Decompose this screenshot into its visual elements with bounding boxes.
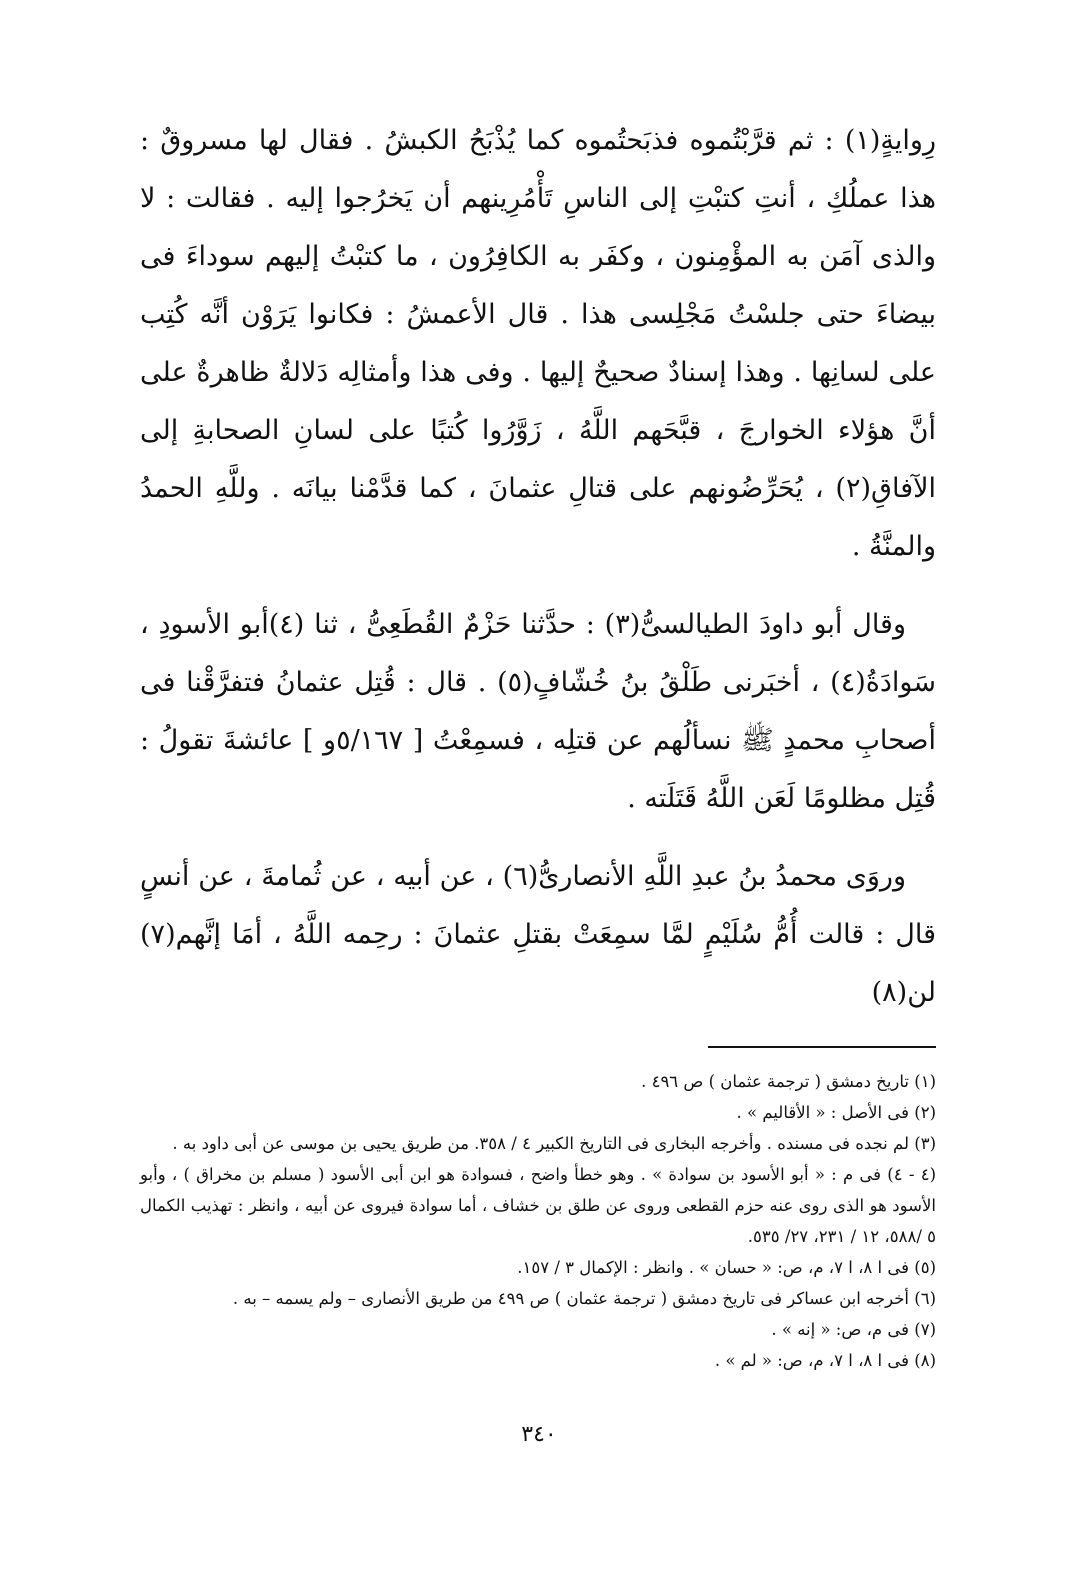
page-number: ٣٤٠ — [521, 1422, 557, 1447]
main-text — [140, 112, 936, 1022]
footnote-4: (٤ - ٤) فى م : « أبو الأسود بن سوادة » . وهو خطأ واضح ، فسوادة هو ابن أبى الأسود ( مسلم بن مخراق ) ، وأبو الأسود هو الذى روى عنه حزم القطعى وروى عن طلق بن خشاف ، أما سوادة فيروى عن أبيه ، وانظر : تهذيب الكمال ٥ /٥٨٨، ١٢ / ٢٣١، ٢٧/ ٥٣٥. — [140, 1165, 936, 1246]
footnote-6: (٦) أخرجه ابن عساكر فى تاريخ دمشق ( ترجمة عثمان ) ص ٤٩٩ من طريق الأنصارى – ولم يسمه – به . — [232, 1289, 936, 1308]
book-page — [140, 112, 936, 1586]
footnotes — [140, 1066, 936, 1376]
footnote-7: (٧) فى م، ص: « إنه » . — [771, 1320, 936, 1339]
footnote-5: (٥) فى ا ٨، ا ٧، م، ص: « حسان » . وانظر : الإكمال ٣ / ١٥٧. — [517, 1258, 936, 1277]
paragraph-1: رِوايةٍ(١) : ثم قرَّبْتُموه فذبَحتُموه كما يُذْبَحُ الكبشُ . فقال لها مسروقٌ : هذا عملُكِ ، أنتِ كتبْتِ إلى الناسِ تَأْمُرِينهم أن يَخرُجوا إليه . فقالت : لا والذى آمَن به المؤْمِنون ، وكفَر به الكافِرُون ، ما كتبْتُ إليهم سوداءَ فى بيضاءَ حتى جلسْتُ مَجْلِسى هذا . قال الأعمشُ : فكانوا يَرَوْن أنَّه كُتِب على لسانِها . وهذا إسنادٌ صحيحٌ إليها . وفى هذا وأمثالِه دَلالةٌ ظاهرةٌ على أنَّ هؤلاء الخوارجَ ، قبَّحَهم اللَّهُ ، زَوَّرُوا كُتبًا على لسانِ الصحابةِ إلى الآفاقِ(٢) ، يُحَرِّضُونهم على قتالِ عثمانَ ، كما قدَّمْنا بيانَه . وللَّهِ الحمدُ والمنَّةُ . — [140, 125, 936, 562]
paragraph-2: وقال أبو داودَ الطيالسىُّ(٣) : حدَّثنا حَزْمٌ القُطَعِىُّ ، ثنا (٤)أبو الأسودِ ، سَوادَةُ(٤) ، أخبَرنى طَلْقُ بنُ خُشّافٍ(٥) . قال : قُتِل عثمانُ فتفرَّقْنا فى أصحابِ محمدٍ ﷺ نسألُهم عن قتلِه ، فسمِعْتُ [ ٥/١٦٧و ] عائشةَ تقولُ : قُتِل مظلومًا لَعَن اللَّهُ قَتَلَته . — [140, 609, 936, 814]
footnote-divider — [708, 1046, 936, 1048]
footnote-1: (١) تاريخ دمشق ( ترجمة عثمان ) ص ٤٩٦ . — [641, 1072, 936, 1091]
footnote-2: (٢) فى الأصل : « الأقاليم » . — [736, 1103, 936, 1122]
footnote-8: (٨) فى ا ٨، ا ٧، م، ص: « لم » . — [714, 1351, 936, 1370]
paragraph-3: وروَى محمدُ بنُ عبدِ اللَّهِ الأنصارىُّ(٦) ، عن أبيه ، عن ثُمامةَ ، عن أنسٍ قال : قالت أُمُّ سُلَيْمٍ لمَّا سمِعَتْ بقتلِ عثمانَ : رحِمه اللَّهُ ، أمَا إنَّهم(٧) لن(٨) — [140, 861, 936, 1008]
footnote-3: (٣) لم نجده فى مسنده . وأخرجه البخارى فى التاريخ الكبير ٤ / ٣٥٨. من طريق يحيى بن موسى عن أبى داود به . — [172, 1134, 936, 1153]
